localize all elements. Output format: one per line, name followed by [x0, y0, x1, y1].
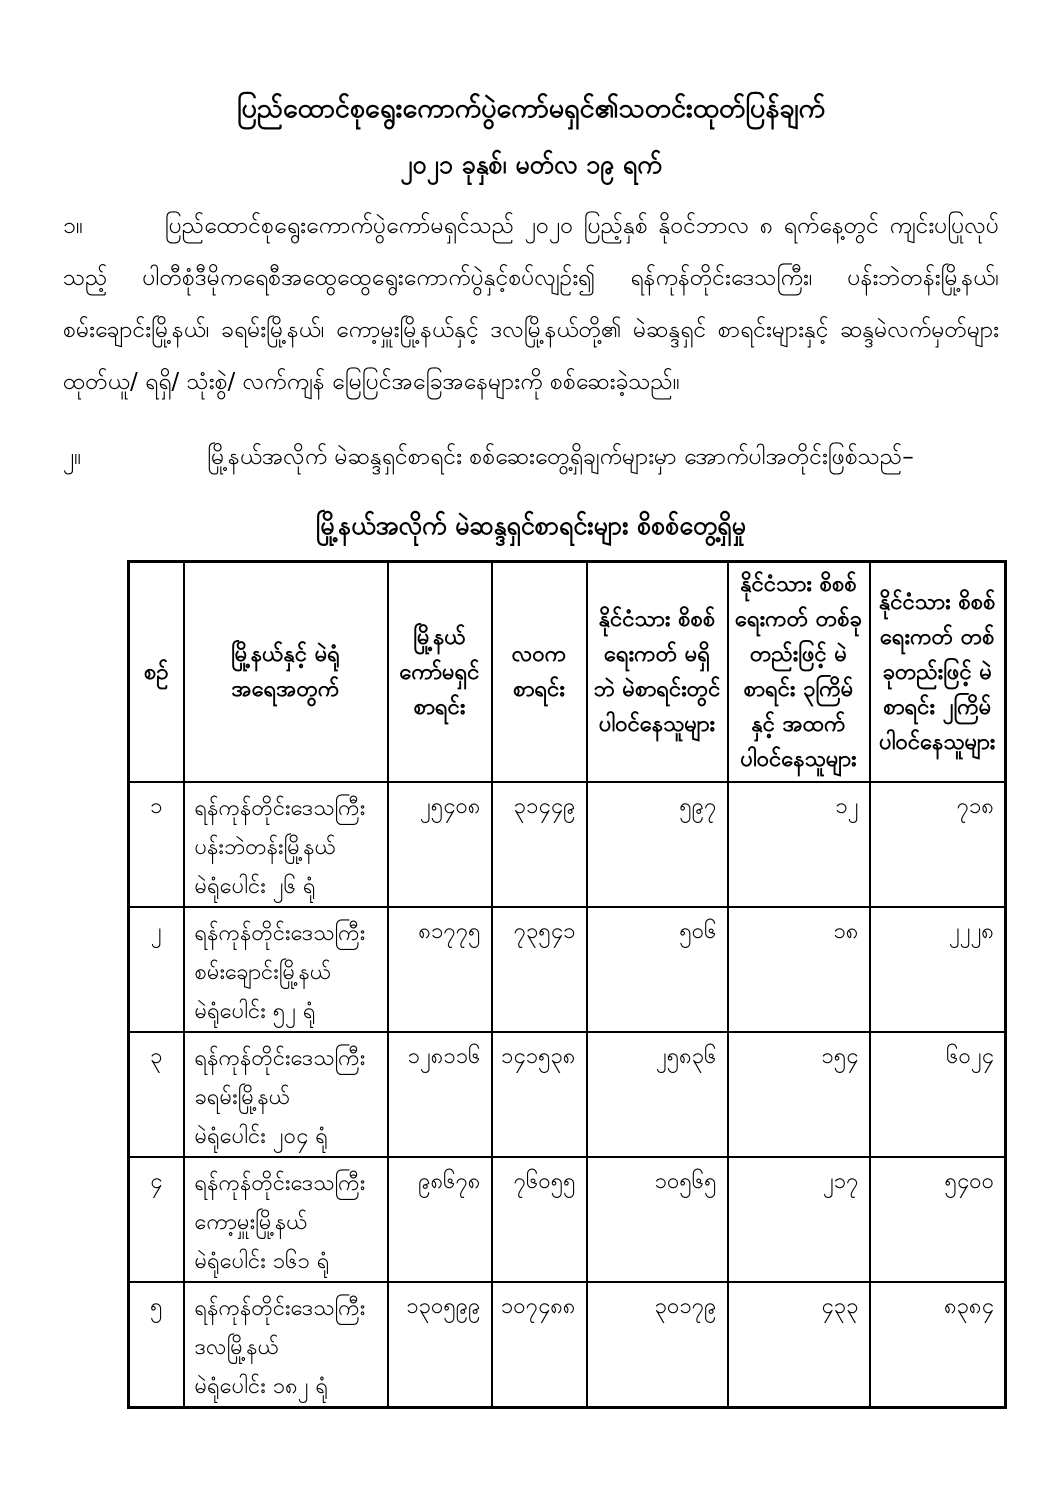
table-header-row — [129, 562, 1006, 783]
header-nrc-two-times: နိုင်ငံသား စိစစ်ရေးကတ် တစ်ခုတည်းဖြင့် မဲစာရင်း ၂ကြိမ် ပါဝင်နေသူများ — [870, 562, 1006, 783]
nrc-three-plus-cell: ၂၁၇ — [728, 1157, 870, 1282]
serial-cell: ၁ — [129, 782, 184, 907]
township-cell — [184, 782, 388, 907]
township-line: မဲရုံပေါင်း ၂၀၄ ရုံ — [194, 1124, 328, 1149]
township-cell — [184, 1282, 388, 1408]
no-nrc-cell: ၂၅၈၃၆ — [587, 1032, 728, 1157]
township-line: ကော့မှူးမြို့နယ် — [194, 1210, 308, 1235]
no-nrc-cell: ၅၉၇ — [587, 782, 728, 907]
nrc-three-plus-cell: ၁၅၄ — [728, 1032, 870, 1157]
township-line: ရန်ကုန်တိုင်းဒေသကြီး — [194, 1171, 366, 1196]
paragraph-2 — [63, 431, 999, 483]
table-row — [129, 907, 1006, 1032]
nrc-three-plus-cell: ၄၃၃ — [728, 1282, 870, 1408]
nrc-three-plus-cell: ၁၂ — [728, 782, 870, 907]
immigration-list-cell: ၇၃၅၄၁ — [492, 907, 587, 1032]
commission-list-cell: ၉၈၆၇၈ — [388, 1157, 492, 1282]
township-line: မဲရုံပေါင်း ၁၆၁ ရုံ — [194, 1249, 330, 1274]
immigration-list-cell: ၇၆၀၅၅ — [492, 1157, 587, 1282]
paragraph-1-text: ပြည်ထောင်စုရွေးကောက်ပွဲကော်မရှင်သည် ၂၀၂၀ ပြည့်နှစ် နိုဝင်ဘာလ ၈ ရက်နေ့တွင် ကျင်းပပြုလုပ်သည့် ပါတီစုံဒီမိုကရေစီအထွေထွေရွေးကောက်ပွဲနှင့်စပ်လျဉ်း၍ ရန်ကုန်တိုင်းဒေသကြီး၊ ပန်းဘဲတန်းမြို့နယ်၊ စမ်းချောင်းမြို့နယ်၊ ခရမ်းမြို့နယ်၊ ကော့မှူးမြို့နယ်နှင့် ဒလမြို့နယ်တို့၏ မဲဆန္ဒရှင် စာရင်းများနှင့် ဆန္ဒမဲလက်မှတ်များ ထုတ်ယူ/ ရရှိ/ သုံးစွဲ/ လက်ကျန် မြေပြင်အခြေအနေများကို စစ်ဆေးခဲ့သည်။ — [63, 213, 999, 395]
header-commission-list: မြို့နယ် ကော်မရှင် စာရင်း — [388, 562, 492, 783]
serial-cell: ၂ — [129, 907, 184, 1032]
commission-list-cell: ၂၅၄၀၈ — [388, 782, 492, 907]
document-date: ၂၀၂၁ ခုနှစ်၊ မတ်လ ၁၉ ရက် — [400, 150, 662, 179]
township-line: ခရမ်းမြို့နယ် — [194, 1085, 291, 1110]
paragraph-1 — [63, 200, 999, 408]
nrc-two-times-cell: ၈၃၈၄ — [870, 1282, 1006, 1408]
paragraph-1-number: ၁။ — [63, 213, 83, 239]
header-township: မြို့နယ်နှင့် မဲရုံအရေအတွက် — [184, 562, 388, 783]
no-nrc-cell: ၃၀၁၇၉ — [587, 1282, 728, 1408]
township-line: ရန်ကုန်တိုင်းဒေသကြီး — [194, 796, 366, 821]
township-cell — [184, 1032, 388, 1157]
no-nrc-cell: ၅၀၆ — [587, 907, 728, 1032]
township-line: စမ်းချောင်းမြို့နယ် — [194, 960, 332, 985]
table-title: မြို့နယ်အလိုက် မဲဆန္ဒရှင်စာရင်းများ စိစစ်တွေ့ရှိမှု — [316, 511, 746, 540]
immigration-list-cell: ၃၁၄၄၉ — [492, 782, 587, 907]
commission-list-cell: ၁၃၀၅၉၉ — [388, 1282, 492, 1408]
township-cell — [184, 907, 388, 1032]
township-line: မဲရုံပေါင်း ၂၆ ရုံ — [194, 874, 316, 899]
header-serial: စဉ် — [129, 562, 184, 783]
nrc-three-plus-cell: ၁၈ — [728, 907, 870, 1032]
nrc-two-times-cell: ၇၁၈ — [870, 782, 1006, 907]
nrc-two-times-cell: ၆၀၂၄ — [870, 1032, 1006, 1157]
township-line: မဲရုံပေါင်း ၁၈၂ ရုံ — [194, 1374, 329, 1399]
immigration-list-cell: ၁၄၁၅၃၈ — [492, 1032, 587, 1157]
serial-cell: ၄ — [129, 1157, 184, 1282]
township-line: ဒလမြို့နယ် — [194, 1335, 279, 1360]
township-line: ရန်ကုန်တိုင်းဒေသကြီး — [194, 921, 366, 946]
table-row — [129, 1157, 1006, 1282]
township-line: ရန်ကုန်တိုင်းဒေသကြီး — [194, 1046, 366, 1071]
no-nrc-cell: ၁၀၅၆၅ — [587, 1157, 728, 1282]
table-row — [129, 1282, 1006, 1408]
table-row — [129, 1032, 1006, 1157]
immigration-list-cell: ၁၀၇၄၈၈ — [492, 1282, 587, 1408]
header-immigration-list: လဝက စာရင်း — [492, 562, 587, 783]
serial-cell: ၅ — [129, 1282, 184, 1408]
paragraph-2-text: မြို့နယ်အလိုက် မဲဆန္ဒရှင်စာရင်း စစ်ဆေးတွေ့ရှိချက်များမှာ အောက်ပါအတိုင်းဖြစ်သည်– — [207, 444, 914, 470]
township-line: ရန်ကုန်တိုင်းဒေသကြီး — [194, 1296, 366, 1321]
document-title: ပြည်ထောင်စုရွေးကောက်ပွဲကော်မရှင်၏သတင်းထုတ်ပြန်ချက် — [236, 93, 826, 124]
commission-list-cell: ၈၁၇၇၅ — [388, 907, 492, 1032]
serial-cell: ၃ — [129, 1032, 184, 1157]
township-line: မဲရုံပေါင်း ၅၂ ရုံ — [194, 999, 316, 1024]
nrc-two-times-cell: ၂၂၂၈ — [870, 907, 1006, 1032]
paragraph-2-number: ၂။ — [63, 444, 82, 470]
header-no-nrc: နိုင်ငံသား စိစစ်ရေးကတ် မရှိဘဲ မဲစာရင်းတွင် ပါဝင်နေသူများ — [587, 562, 728, 783]
voter-list-audit-table — [127, 560, 1007, 1409]
township-cell — [184, 1157, 388, 1282]
header-nrc-three-plus: နိုင်ငံသား စိစစ်ရေးကတ် တစ်ခုတည်းဖြင့် မဲစာရင်း ၃ကြိမ် နှင့် အထက် ပါဝင်နေသူများ — [728, 562, 870, 783]
commission-list-cell: ၁၂၈၁၁၆ — [388, 1032, 492, 1157]
township-line: ပန်းဘဲတန်းမြို့နယ် — [194, 835, 336, 860]
nrc-two-times-cell: ၅၄၀၀ — [870, 1157, 1006, 1282]
table-row — [129, 782, 1006, 907]
